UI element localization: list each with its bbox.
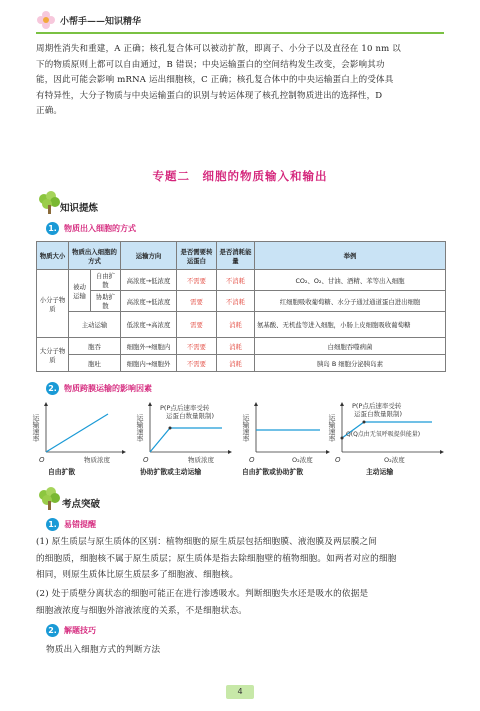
number-badge: 2.: [46, 624, 59, 637]
subheading-text: 解题技巧: [64, 626, 96, 635]
table-header-cell: 物质大小: [37, 242, 69, 270]
number-badge: 2.: [46, 382, 59, 395]
subheading-techniques: [46, 624, 96, 637]
free-diffusion-line: [46, 414, 108, 452]
table-cell: 需要: [177, 312, 217, 338]
x-axis-label: 物质浓度: [188, 456, 214, 464]
table-cell: 胞吞: [69, 338, 121, 355]
table-cell: 不消耗: [217, 270, 255, 291]
section-label-breakthrough: 考点突破: [62, 499, 101, 510]
tree-icon: [36, 486, 62, 512]
annotation-p: 运蛋白数量限制): [354, 410, 403, 418]
subheading-influencing-factors: [46, 382, 152, 395]
graph-caption: 协助扩散或主动运输: [140, 468, 202, 476]
paragraph-line: (1) 原生质层与原生质体的区别：植物细胞的原生质层包括细胞膜、液泡膜及两层膜之间: [36, 537, 378, 547]
table-cell: 协助扩散: [91, 291, 121, 312]
paragraph-line: 的细胞质，细胞核不属于原生质层；原生质体是指去除细胞壁的植物细胞。如两者对应的细胞: [36, 553, 397, 564]
table-cell: 大分子物质: [37, 338, 69, 372]
paragraph-line: 细胞液浓度与细胞外溶液浓度的关系，不是细胞状态。: [36, 605, 248, 616]
graph-free-diffusion: [32, 404, 125, 464]
table-cell: 高浓度→低浓度: [121, 291, 177, 312]
table-row: [37, 312, 446, 338]
origin-label: O: [249, 456, 255, 464]
pitfall-paragraph-1: [36, 534, 446, 584]
pitfall-paragraph-2: [36, 586, 446, 619]
table-cell: 低浓度→高浓度: [121, 312, 177, 338]
table-header-cell: 是否消耗能量: [217, 242, 255, 270]
saturation-curve: [150, 428, 222, 452]
page-header: [36, 8, 444, 36]
point-p: [169, 427, 172, 430]
table-cell: 消耗: [217, 312, 255, 338]
section-label-knowledge: 知识提炼: [60, 203, 99, 214]
subheading-text: 物质跨膜运输的影响因素: [64, 384, 152, 393]
point-p: [363, 421, 366, 424]
y-axis-label: 运输速率: [32, 414, 40, 442]
table-cell: 消耗: [217, 355, 255, 372]
technique-paragraph: 物质出入细胞方式的判断方法: [46, 645, 161, 655]
paragraph-line: (2) 处于质壁分离状态的细胞可能正在进行渗透吸水。判断细胞失水还是吸水的依据是: [36, 589, 369, 599]
table-row: [37, 355, 446, 372]
table-row: [37, 338, 446, 355]
table-cell: 红细胞吸收葡萄糖、水分子通过通道蛋白进出细胞: [255, 291, 446, 312]
table-cell: 细胞内→细胞外: [121, 355, 177, 372]
table-header-cell: 物质出入细胞的方式: [69, 242, 121, 270]
x-axis-label: 物质浓度: [84, 456, 110, 464]
tree-icon: [36, 190, 62, 216]
number-badge: 1.: [46, 518, 59, 531]
table-cell: 消耗: [217, 338, 255, 355]
number-badge: 1.: [46, 222, 59, 235]
point-q: [341, 437, 344, 440]
intro-line: 正确。: [36, 106, 63, 116]
table-cell: 主动运输: [69, 312, 121, 338]
page-number: 4: [226, 685, 254, 699]
annotation-p: P(P点后速率受转: [352, 402, 402, 410]
table-header-row: [37, 242, 446, 270]
graph-o2-passive: [242, 404, 329, 464]
table-cell: 被动运输: [69, 270, 91, 312]
graphs-svg: [32, 400, 446, 466]
annotation-p: 运蛋白数量限制): [166, 412, 215, 420]
annotation-q: Q(Q点由无氧呼吸提供能量): [346, 431, 421, 438]
subheading-transport-methods: [46, 222, 136, 235]
header-divider: [36, 32, 444, 34]
table-row: [37, 270, 446, 291]
topic-title: 专题二 细胞的物质输入和输出: [152, 169, 328, 183]
table-cell: 胰岛 B 细胞分泌胰岛素: [255, 355, 446, 372]
table-cell: 不需要: [177, 270, 217, 291]
table-cell: 不需要: [177, 355, 217, 372]
subheading-text: 物质出入细胞的方式: [64, 224, 136, 233]
table-header-cell: 是否需要转运蛋白: [177, 242, 217, 270]
transport-graphs: [32, 400, 446, 478]
intro-line: 下的物质原则上都可以自由通过，B 错误；中央运输蛋白的空间结构发生改变，会影响其功: [36, 59, 385, 70]
subheading-text: 易错提醒: [64, 520, 96, 529]
intro-paragraph: [36, 42, 446, 120]
transport-methods-table: [36, 241, 446, 372]
table-cell: 不消耗: [217, 291, 255, 312]
intro-line: 周期性消失和重建，A 正确；核孔复合体可以被动扩散，即离子、小分子以及直径在 10 nm 以: [36, 44, 402, 54]
table-cell: 需要: [177, 291, 217, 312]
origin-label: O: [39, 456, 45, 464]
x-axis-label: O₂浓度: [292, 456, 313, 464]
paragraph-line: 相同，则原生质体比原生质层多了细胞液、细胞核。: [36, 570, 239, 580]
table-cell: 自由扩散: [91, 270, 121, 291]
x-axis-label: O₂浓度: [384, 456, 405, 464]
header-title: 小帮手——知识精华: [60, 17, 142, 27]
table-header-cell: 举例: [255, 242, 446, 270]
intro-line: 有特异性，大分子物质与中央运输蛋白的识别与转运体现了核孔控制物质进出的选择性，D: [36, 90, 383, 101]
annotation-p: P(P点后速率受转: [160, 404, 210, 412]
graph-facilitated-active: [136, 403, 231, 464]
origin-label: O: [335, 456, 341, 464]
table-cell: 细胞外→细胞内: [121, 338, 177, 355]
y-axis-label: 运输速率: [136, 414, 144, 442]
table-header-cell: 运输方向: [121, 242, 177, 270]
table-cell: 小分子物质: [37, 270, 69, 338]
origin-label: O: [143, 456, 149, 464]
table-cell: 高浓度→低浓度: [121, 270, 177, 291]
table-cell: 氨基酸、无机盐等进入细胞，小肠上皮细胞吸收葡萄糖: [255, 312, 446, 338]
graph-caption: 主动运输: [366, 468, 394, 476]
y-axis-label: 运输速率: [328, 414, 336, 442]
table-cell: 白细胞吞噬病菌: [255, 338, 446, 355]
intro-line: 能，因此可能会影响 mRNA 运出细胞核，C 正确；核孔复合体中的中央运输蛋白上的受体具: [36, 75, 394, 85]
graph-o2-active: [328, 401, 443, 464]
table-row: [37, 291, 446, 312]
table-cell: CO₂、O₂、甘油、酒精、苯等出入细胞: [255, 270, 446, 291]
graph-caption: 自由扩散: [48, 468, 76, 476]
table-cell: 不需要: [177, 338, 217, 355]
flower-logo-icon: [36, 10, 56, 30]
subheading-pitfalls: [46, 518, 96, 531]
y-axis-label: 运输速率: [242, 414, 250, 442]
table-cell: 胞吐: [69, 355, 121, 372]
graph-caption: 自由扩散或协助扩散: [242, 468, 304, 476]
